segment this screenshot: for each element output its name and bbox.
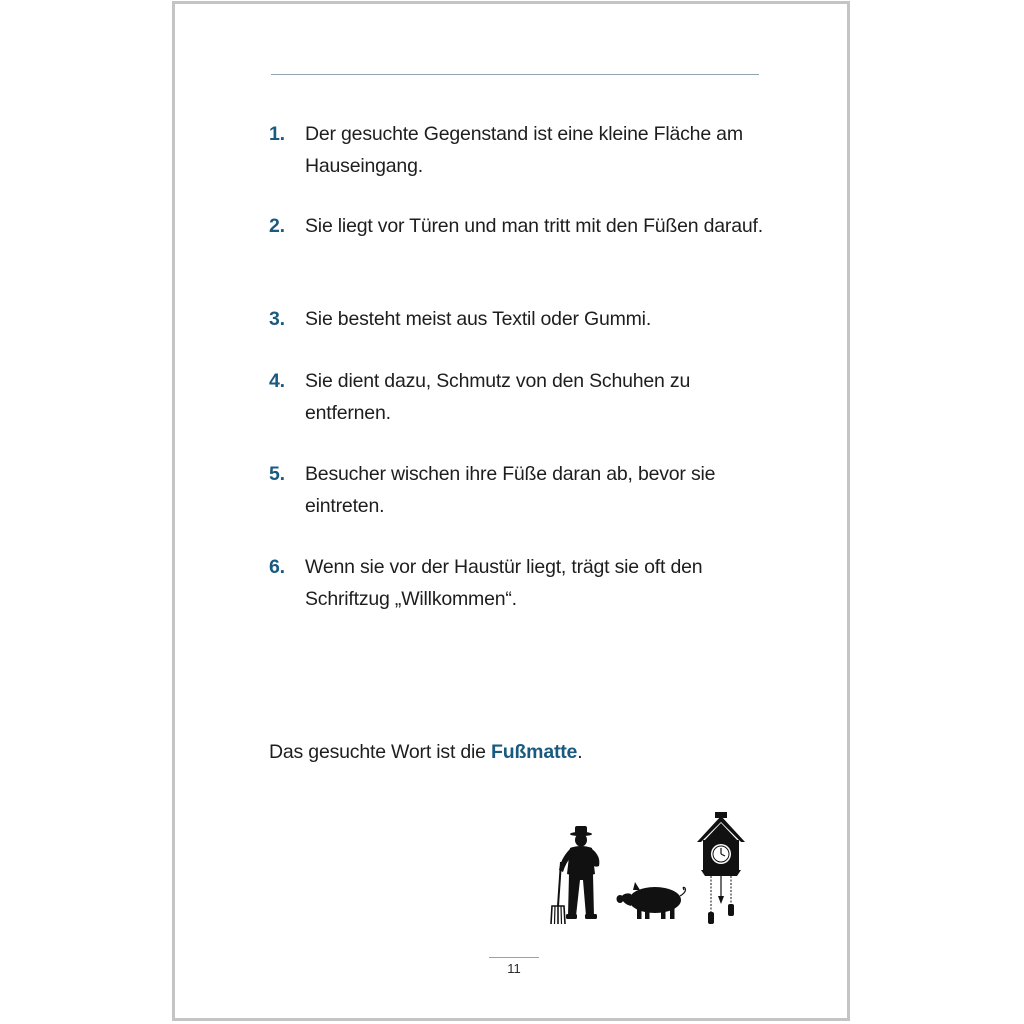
clue-text: Wenn sie vor der Haustür liegt, trägt sie oft den Schriftzug „Willkommen“. [305, 556, 703, 610]
answer-line [269, 736, 582, 768]
clue-number: 6. [269, 556, 285, 578]
cuckoo-clock-icon [697, 812, 745, 924]
answer-word: Fußmatte [491, 741, 578, 763]
farmer-with-pitchfork-icon [551, 826, 599, 924]
book-page [172, 1, 850, 1021]
clue-number: 1. [269, 123, 285, 145]
page-number: 11 [507, 961, 521, 976]
clue-number: 5. [269, 463, 285, 485]
clue-text: Sie besteht meist aus Textil oder Gummi. [305, 308, 652, 330]
answer-prefix: Das gesuchte Wort ist die [269, 741, 492, 763]
pig-icon [617, 882, 686, 919]
clue-text: Der gesuchte Gegenstand ist eine kleine Fläche am Hauseingang. [305, 123, 743, 177]
illustration-group [545, 812, 765, 930]
clue-number: 4. [269, 370, 285, 392]
clue-text: Sie dient dazu, Schmutz von den Schuhen zu entfernen. [305, 370, 691, 424]
clue-number: 3. [269, 308, 285, 330]
answer-suffix: . [577, 741, 583, 763]
top-divider [271, 74, 759, 75]
clue-text: Sie liegt vor Türen und man tritt mit den Füßen darauf. [305, 215, 763, 237]
clue-text: Besucher wischen ihre Füße daran ab, bevor sie eintreten. [305, 463, 716, 517]
clue-number: 2. [269, 215, 285, 237]
page-number-divider [489, 957, 539, 958]
